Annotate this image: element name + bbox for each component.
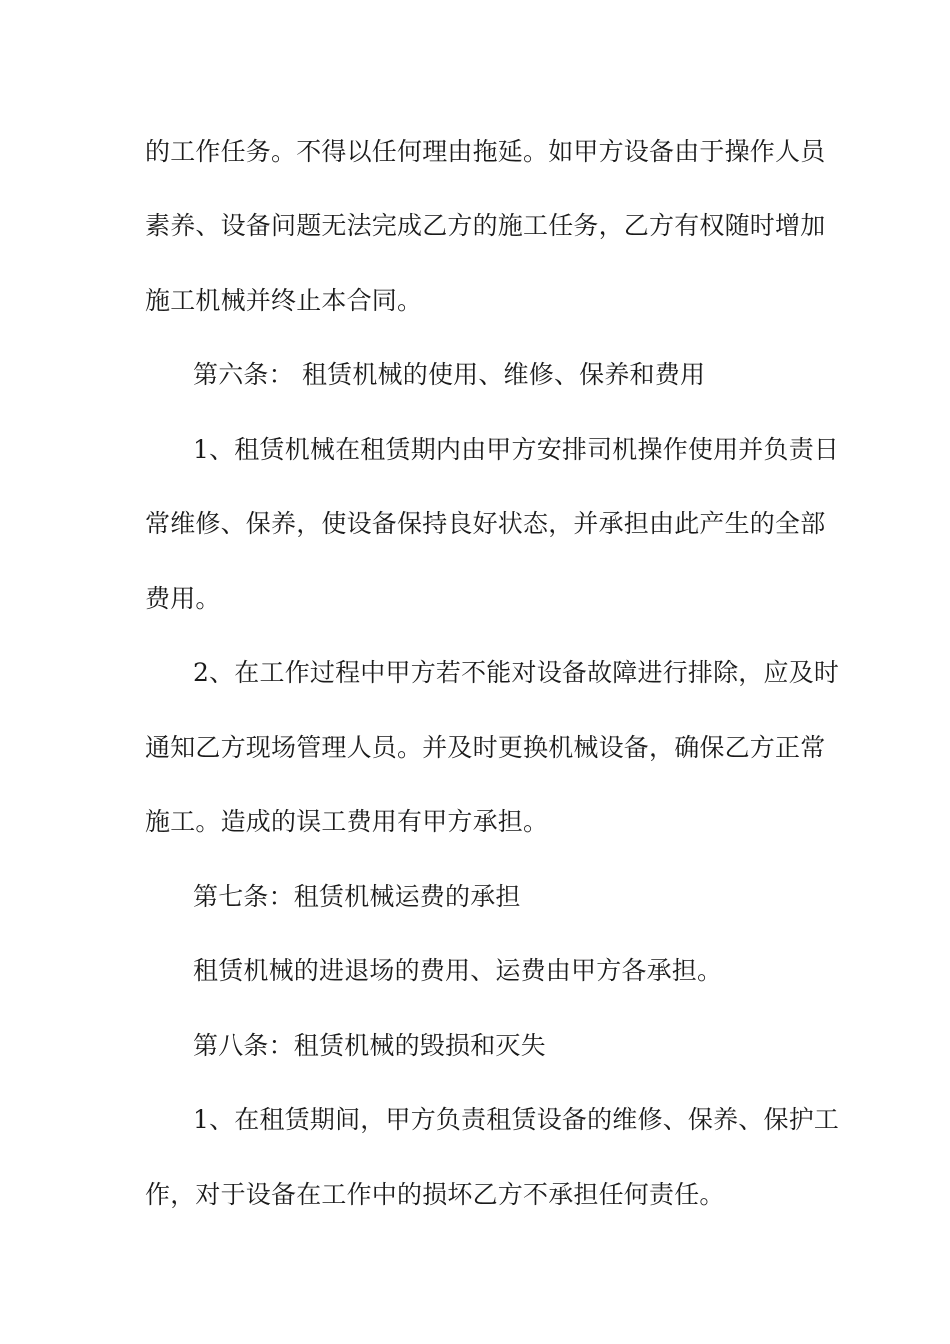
text-line: 通知乙方现场管理人员。并及时更换机械设备，确保乙方正常	[145, 733, 826, 762]
text-line: 1、租赁机械在租赁期内由甲方安排司机操作使用并负责日	[193, 435, 840, 464]
text-line: 常维修、保养，使设备保持良好状态，并承担由此产生的全部	[145, 509, 826, 538]
text-line: 2、在工作过程中甲方若不能对设备故障进行排除，应及时	[193, 658, 840, 687]
article-heading: 第八条：租赁机械的毁损和灭失	[193, 1031, 546, 1060]
text-line: 1、在租赁期间，甲方负责租赁设备的维修、保养、保护工	[193, 1105, 840, 1134]
text-line: 素养、设备问题无法完成乙方的施工任务，乙方有权随时增加	[145, 211, 826, 240]
text-line: 施工机械并终止本合同。	[145, 286, 423, 315]
text-line: 施工。造成的误工费用有甲方承担。	[145, 807, 549, 836]
article-heading: 第六条： 租赁机械的使用、维修、保养和费用	[193, 360, 706, 389]
text-line: 租赁机械的进退场的费用、运费由甲方各承担。	[193, 956, 723, 985]
text-line: 作，对于设备在工作中的损坏乙方不承担任何责任。	[145, 1180, 725, 1209]
article-heading: 第七条：租赁机械运费的承担	[193, 882, 521, 911]
text-line: 的工作任务。不得以任何理由拖延。如甲方设备由于操作人员	[145, 137, 826, 166]
text-line: 费用。	[145, 584, 221, 613]
